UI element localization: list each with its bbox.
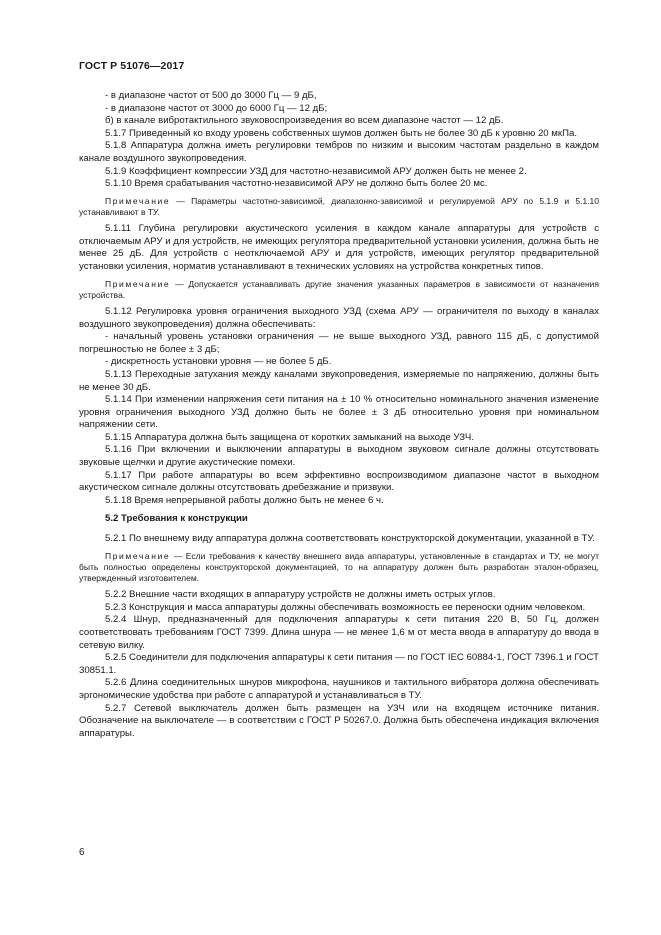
paragraph: 5.1.18 Время непрерывной работы должно быть не менее 6 ч. [105, 494, 384, 506]
paragraph: - дискретность установки уровня — не более 5 дБ. [105, 356, 332, 368]
document-body [79, 90, 599, 740]
note-text: — Параметры частотно-зависимой, диапазонно-зависимой и регулируемой АРУ по 5.1.9 и 5.1.10 устанавливают в ТУ. [79, 195, 599, 217]
page-number: 6 [79, 847, 85, 858]
paragraph: 5.1.11 Глубина регулировки акустического усиления в каждом канале аппаратуры для устройств с отключаемым АРУ и для устройств, не имеющих регулятора предварительной установки усиления, должна быть не менее 25 дБ. Для устройств с неотключаемой АРУ и для устройств, имеющих регулятор предварительной установки усиления, норматив устанавливают в технических условиях на устройства конкретных типов. [79, 223, 599, 272]
paragraph: 5.2.6 Длина соединительных шнуров микрофона, наушников и тактильного вибратора должна обеспечивать эргономические удобства при работе с аппаратурой и устанавливаться в ТУ. [79, 677, 599, 701]
paragraph: 5.1.8 Аппаратура должна иметь регулировки тембров по низким и высоким частотам раздельно в каждом канале воздушного звукопроведения. [79, 140, 599, 164]
note [79, 279, 599, 301]
document-header: ГОСТ Р 51076—2017 [79, 60, 185, 72]
note [79, 196, 599, 218]
paragraph: - в диапазоне частот от 500 до 3000 Гц — 9 дБ, [105, 90, 317, 101]
paragraph: 5.1.10 Время срабатывания частотно-независимой АРУ не должно быть более 20 мс. [105, 178, 488, 190]
note-text: — Допускается устанавливать другие значения указанных параметров в зависимости от назначения устройства. [79, 278, 599, 300]
paragraph: - начальный уровень установки ограничения — не выше выходного УЗД, равного 115 дБ, с допустимой погрешностью не более ± 3 дБ; [79, 331, 599, 355]
paragraph: 5.1.12 Регулировка уровня ограничения выходного УЗД (схема АРУ — ограничителя по выходу в каналах воздушного звукопроведения) должна обеспечивать: [79, 305, 599, 330]
paragraph: 5.2.1 По внешнему виду аппаратура должна соответствовать конструкторской документации, указанной в ТУ. [105, 533, 595, 545]
paragraph: 5.1.7 Приведенный ко входу уровень собственных шумов должен быть не более 30 дБ к уровню 20 мкПа. [105, 127, 577, 139]
note-label: Примечание [105, 550, 171, 561]
section-heading: 5.2 Требования к конструкции [105, 513, 248, 525]
paragraph: 5.1.13 Переходные затухания между каналами звукопроведения, измеряемые по напряжению, должны быть не менее 30 дБ. [79, 368, 599, 393]
paragraph: 5.2.7 Сетевой выключатель должен быть размещен на УЗЧ или на входящем источнике питания. Обозначение на выключателе — в соответствии с ГОСТ Р 50267.0. Должна быть обеспечена индикация включения аппаратуры. [79, 702, 599, 739]
paragraph: - в диапазоне частот от 3000 до 6000 Гц — 12 дБ; [105, 102, 328, 114]
paragraph: 5.2.2 Внешние части входящих в аппаратуру устройств не должны иметь острых углов. [105, 589, 496, 601]
paragraph: 5.1.15 Аппаратура должна быть защищена от коротких замыканий на выходе УЗЧ. [105, 431, 474, 443]
paragraph: 5.2.3 Конструкция и масса аппаратуры должны обеспечивать возможность ее переноски одним человеком. [105, 601, 586, 613]
paragraph: 5.1.14 При изменении напряжения сети питания на ± 10 % относительно номинального значения изменение уровня ограничения выходного УЗД должно быть не более ± 3 дБ относительно уровня при номинальном напряжении сети. [79, 394, 599, 431]
note-label: Примечание [105, 278, 171, 289]
note [79, 551, 599, 585]
note-text: — Если требования к качеству внешнего вида аппаратуры, установленные в стандартах и ТУ, не могут быть полностью определены конструкторской документацией, то на аппаратуру должен быть разработан эталон-образец, утвержденный изготовителем. [79, 550, 599, 584]
paragraph: б) в канале вибротактильного звуковоспроизведения во всем диапазоне частот — 12 дБ. [105, 115, 504, 127]
note-label: Примечание [105, 195, 171, 206]
paragraph: 5.2.4 Шнур, предназначенный для подключения аппаратуры к сети питания 220 В, 50 Гц, должен соответствовать требованиям ГОСТ 7399. Длина шнура — не менее 1,6 м от места ввода в аппаратуру до ввода в сетевую вилку. [79, 614, 599, 651]
paragraph: 5.1.9 Коэффициент компрессии УЗД для частотно-независимой АРУ должен быть не менее 2. [105, 165, 527, 177]
paragraph: 5.1.17 При работе аппаратуры во всем эффективно воспроизводимом диапазоне частот в выходном акустическом сигнале должны отсутствовать дребезжание и призвуки. [79, 469, 599, 494]
paragraph: 5.2.5 Соединители для подключения аппаратуры к сети питания — по ГОСТ IEC 60884-1, ГОСТ 7396.1 и ГОСТ 30851.1. [79, 652, 599, 676]
paragraph: 5.1.16 При включении и выключении аппаратуры в выходном звуковом сигнале должны отсутствовать звуковые щелчки и другие акустические помехи. [79, 444, 599, 469]
